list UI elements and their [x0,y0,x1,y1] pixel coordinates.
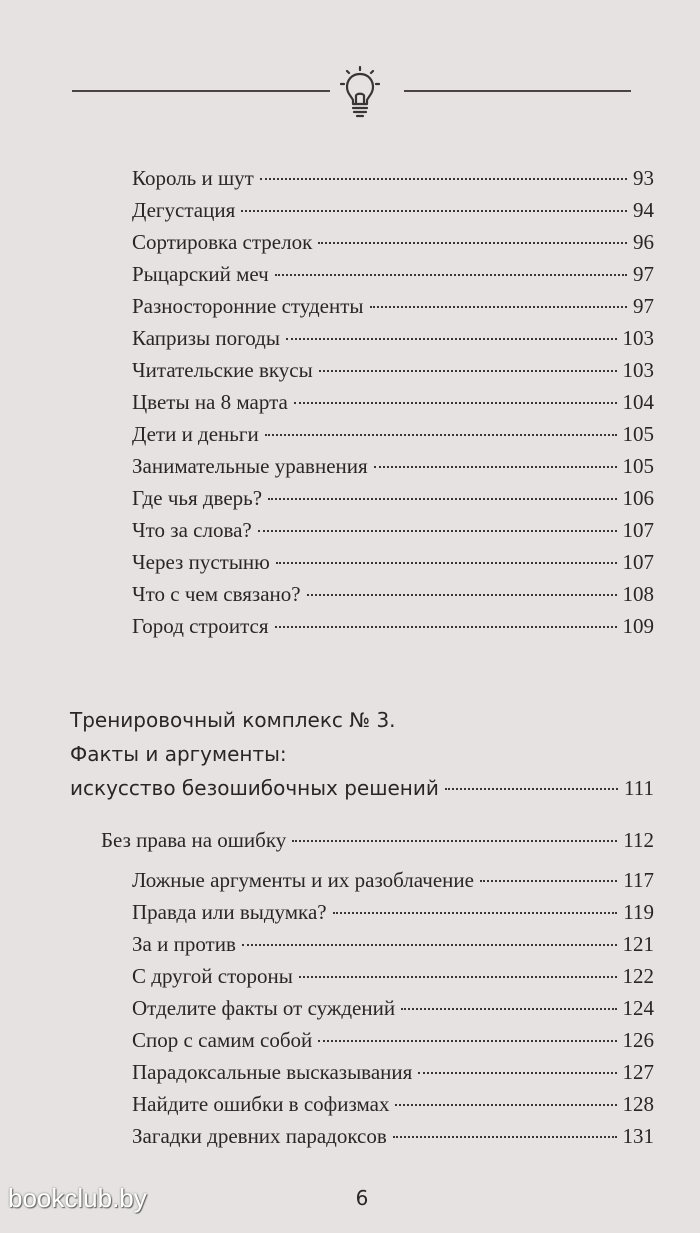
toc-entry-title: Король и шут [132,166,254,190]
toc-entry-page: 117 [623,868,654,892]
toc-entry-title: С другой стороны [132,964,293,988]
toc-leader-dots [418,1072,616,1074]
toc-entry[interactable] [132,580,654,608]
toc-entry[interactable] [132,1122,654,1150]
toc-entry[interactable] [132,420,654,448]
toc-entry-title: Что с чем связано? [132,582,301,606]
toc-entry-page: 107 [622,518,654,542]
toc-leader-dots [276,562,617,564]
toc-leader-dots [333,912,618,914]
toc-entry[interactable] [132,962,654,990]
toc-entry[interactable] [132,994,654,1022]
toc-leader-dots [370,306,628,308]
section-title-line3: искусство безошибочных решений [70,776,439,800]
toc-entry-title: Что за слова? [132,518,252,542]
toc-entry-title: Цветы на 8 марта [132,390,288,414]
toc-entry[interactable] [132,866,654,894]
toc-entry-title: За и против [132,932,236,956]
toc-leader-dots [393,1136,617,1138]
toc-entry-title: Дети и деньги [132,422,259,446]
page-number: 6 [355,1186,369,1210]
toc-entry-title: Загадки древних парадоксов [132,1124,387,1148]
section-entry[interactable] [70,774,654,802]
toc-entry[interactable] [132,164,654,192]
toc-entry[interactable] [132,196,654,224]
toc-leader-dots [299,976,617,978]
toc-leader-dots [268,498,616,500]
toc-entry-page: 96 [633,230,654,254]
toc-entry-title: Отделите факты от суждений [132,996,396,1020]
toc-leader-dots [318,1040,616,1042]
toc-entry-page: 108 [622,582,654,606]
toc-entry[interactable] [132,324,654,352]
toc-leader-dots [319,370,617,372]
toc-entry-page: 127 [622,1060,654,1084]
toc-leader-dots [275,626,617,628]
toc-entry-page: 97 [633,262,654,286]
toc-leader-dots [258,530,617,532]
toc-entry-page: 131 [622,1124,654,1148]
toc-entry-page: 121 [622,932,654,956]
toc-entry[interactable] [132,228,654,256]
toc-entry-page: 105 [622,454,654,478]
toc-entry-title: Разносторонние студенты [132,294,364,318]
subsection-entry[interactable] [101,826,654,854]
toc-entry-title: Найдите ошибки в софизмах [132,1092,390,1116]
toc-entry[interactable] [132,356,654,384]
toc-leader-dots [294,402,617,404]
toc-entry-page: 122 [622,964,654,988]
toc-leader-dots [401,1008,616,1010]
toc-entry-page: 97 [633,294,654,318]
toc-entry[interactable] [132,1090,654,1118]
toc-entry-title: Парадоксальные высказывания [132,1060,413,1084]
section-page: 111 [624,776,654,800]
toc-entry-page: 107 [622,550,654,574]
lightbulb-icon [340,66,380,122]
toc-leader-dots [307,594,617,596]
toc-entry[interactable] [132,292,654,320]
toc-entry-title: Рыцарский меч [132,262,269,286]
toc-leader-dots [260,178,627,180]
toc-entry-title: Занимательные уравнения [132,454,368,478]
toc-leader-dots [275,274,627,276]
header-rule-left [72,90,330,92]
toc-entry[interactable] [132,548,654,576]
toc-leader-dots [286,338,617,340]
toc-entry[interactable] [132,1026,654,1054]
toc-entry-page: 105 [622,422,654,446]
toc-entry-title: Правда или выдумка? [132,900,327,924]
toc-entry[interactable] [132,1058,654,1086]
toc-entry-page: 128 [622,1092,654,1116]
toc-entry[interactable] [132,516,654,544]
toc-entry[interactable] [132,388,654,416]
toc-entry-title: Ложные аргументы и их разоблачение [132,868,474,892]
toc-leader-dots [318,242,627,244]
toc-entry-page: 109 [622,614,654,638]
section-title-line2: Факты и аргументы: [70,742,287,766]
toc-leader-dots [241,210,627,212]
toc-entry-page: 106 [622,486,654,510]
subsection-page: 112 [623,828,654,852]
toc-entry[interactable] [132,260,654,288]
toc-entry-title: Спор с самим собой [132,1028,313,1052]
toc-entry-page: 94 [633,198,654,222]
toc-entry-title: Читательские вкусы [132,358,313,382]
toc-entry-title: Сортировка стрелок [132,230,313,254]
toc-entry-page: 103 [622,326,654,350]
toc-entry-page: 104 [622,390,654,414]
toc-entry[interactable] [132,898,654,926]
toc-leader-dots [374,466,617,468]
toc-entry[interactable] [132,612,654,640]
toc-entry[interactable] [132,484,654,512]
toc-entry-page: 119 [623,900,654,924]
toc-leader-dots [445,788,618,790]
toc-entry-title: Через пустыню [132,550,270,574]
toc-entry-title: Где чья дверь? [132,486,263,510]
toc-entry[interactable] [132,452,654,480]
toc-leader-dots [242,944,617,946]
subsection-title: Без права на ошибку [101,828,287,852]
header-rule-right [404,90,631,92]
toc-entry-title: Дегустация [132,198,236,222]
toc-leader-dots [292,840,617,842]
toc-leader-dots [395,1104,616,1106]
watermark: bookclub.by [8,1183,147,1213]
toc-entry-page: 93 [633,166,654,190]
section-title-line1: Тренировочный комплекс № 3. [70,708,396,732]
toc-entry[interactable] [132,930,654,958]
toc-leader-dots [265,434,617,436]
toc-leader-dots [480,880,617,882]
toc-entry-title: Город строится [132,614,269,638]
toc-entry-page: 103 [622,358,654,382]
toc-entry-page: 124 [622,996,654,1020]
toc-entry-page: 126 [622,1028,654,1052]
toc-entry-title: Капризы погоды [132,326,280,350]
